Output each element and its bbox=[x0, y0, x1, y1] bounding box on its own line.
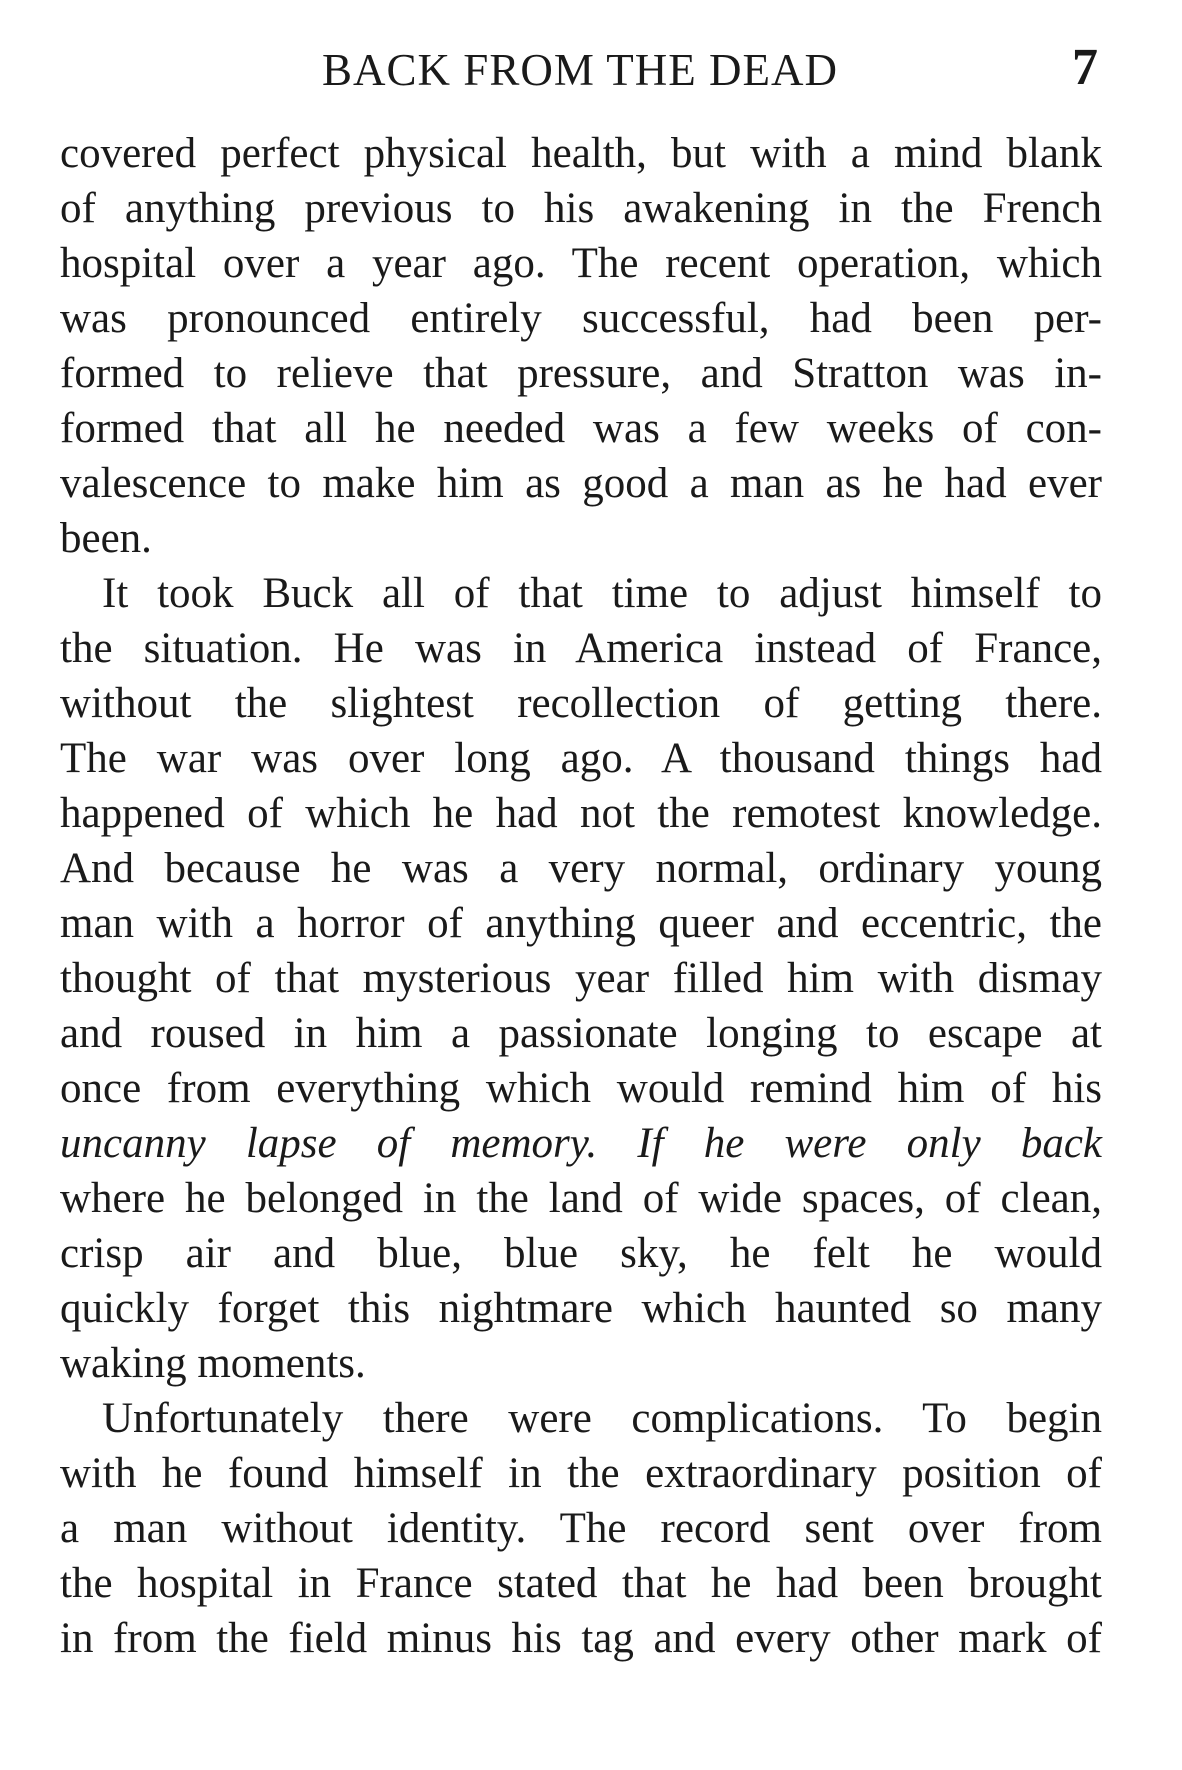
text-line: once from everything which would remind him of his bbox=[60, 1065, 1102, 1112]
text-line: the hospital in France stated that he had been brought bbox=[60, 1560, 1102, 1607]
text-line: formed to relieve that pressure, and Stratton was in- bbox=[60, 350, 1102, 397]
text-line: uncanny lapse of memory. If he were only back bbox=[60, 1120, 1102, 1167]
text-line: happened of which he had not the remotest knowledge. bbox=[60, 790, 1102, 837]
text-line: waking moments. bbox=[60, 1340, 366, 1387]
paragraph-2 bbox=[60, 566, 1102, 1391]
text-line: thought of that mysterious year filled him with dismay bbox=[60, 955, 1102, 1002]
running-head: BACK FROM THE DEAD bbox=[322, 45, 838, 95]
text-line: Unfortunately there were complications. To begin bbox=[102, 1395, 1102, 1442]
text-line: covered perfect physical health, but with a mind blank bbox=[60, 130, 1102, 177]
text-line: And because he was a very normal, ordinary young bbox=[60, 845, 1102, 892]
text-line: quickly forget this nightmare which haunted so many bbox=[60, 1285, 1102, 1332]
text-line: a man without identity. The record sent over from bbox=[60, 1505, 1102, 1552]
text-line: where he belonged in the land of wide spaces, of clean, bbox=[60, 1175, 1102, 1222]
text-line: The war was over long ago. A thousand things had bbox=[60, 735, 1102, 782]
text-line: man with a horror of anything queer and eccentric, the bbox=[60, 900, 1102, 947]
text-line: been. bbox=[60, 515, 152, 562]
paragraph-1 bbox=[60, 126, 1102, 566]
body-text bbox=[60, 126, 1102, 1666]
text-line: in from the field minus his tag and every other mark of bbox=[60, 1615, 1102, 1662]
text-line: valescence to make him as good a man as he had ever bbox=[60, 460, 1102, 507]
page-number: 7 bbox=[1072, 39, 1098, 96]
text-line: crisp air and blue, blue sky, he felt he would bbox=[60, 1230, 1102, 1277]
text-line: of anything previous to his awakening in the French bbox=[60, 185, 1102, 232]
text-line: was pronounced entirely successful, had been per- bbox=[60, 295, 1102, 342]
text-line: with he found himself in the extraordinary position of bbox=[60, 1450, 1102, 1497]
paragraph-3 bbox=[60, 1391, 1102, 1666]
page-header bbox=[60, 38, 1100, 108]
text-line: formed that all he needed was a few weeks of con- bbox=[60, 405, 1102, 452]
text-line: hospital over a year ago. The recent operation, which bbox=[60, 240, 1102, 287]
text-line: the situation. He was in America instead of France, bbox=[60, 625, 1102, 672]
text-line: and roused in him a passionate longing to escape at bbox=[60, 1010, 1102, 1057]
text-line: It took Buck all of that time to adjust himself to bbox=[102, 570, 1102, 617]
text-line: without the slightest recollection of getting there. bbox=[60, 680, 1102, 727]
